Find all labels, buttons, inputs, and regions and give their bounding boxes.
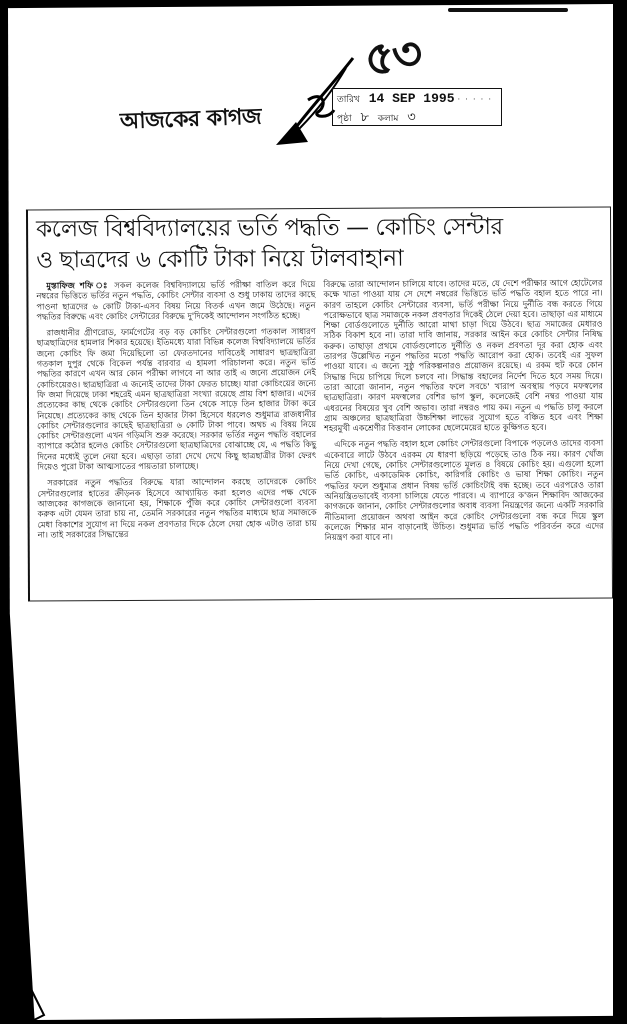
stamp-date-label: তারিখ (337, 95, 360, 105)
stamp-page-value: ৮ (360, 110, 369, 125)
article-byline: মুস্তাফিজ শফি ঃ (46, 280, 110, 291)
article-paragraph: বিরুদ্ধে তারা আন্দোলন চালিয়ে যাবে। তাদের মতে, যে দেশে পরীক্ষার আগে হোটেলের কক্ষে খাতা পাওয়া যায় সে দেশে নম্বরের ভিত্তিতে ভর্তি পদ্ধতি বহাল হতে পারে না। কারণ তাহলে কোচিং সেন্টারের ব্যবসা, ভর্তি পরীক্ষা নিয়ে দুর্নীতি বন্ধ করতে গিয়ে পরোক্ষভাবে ছাত্র সমাজকে নকল প্রবণতার দিকেই ঠেলে দেয়া হবে। তাছাড়া এর মাধ্যমে শিক্ষা বোর্ডগুলোতে দুর্নীতি আরো মাথা চাড়া দিয়ে উঠবে। ছাত্র সমাজের মেধারও সঠিক বিকাশ হবে না। তারা দাবি জানায়, সরকার আইন করে কোচিং সেন্টার নিষিদ্ধ করুক। তাছাড়া প্রথমে বোর্ডগুলোতে দুর্নীতি ও নকল প্রবণতা দূর করা হোক এবং তারপর উল্লেখিত নতুন পদ্ধতির মতো পদ্ধতি আরোপ করা হোক। তবেই এর সুফল পাওয়া যাবে। এ জন্যে সুষ্ঠু পরিকল্পনারও প্রয়োজন রয়েছে। এ রকম হুট করে কোন সিদ্ধান্ত দিয়ে চাপিয়ে দিলে চলবে না। সিদ্ধান্ত বহালের নির্দেশ দিতে হবে সময় দিয়ে। তারা আরো জানান, নতুন পদ্ধতির ফলে সবচে' খারাপ অবস্থায় পড়বে মফস্বলের ছাত্রছাত্রিরা। কারণ মফস্বলের বেশির ভাগ স্কুল, কলেজেই বেশি নম্বর পাওয়া যায় এধরনের বিষয়ের খুব বেশি অভাব। তারা নম্বরও পায় কম। নতুন এ পদ্ধতি চালু করলে গ্রাম অঞ্চলের ছাত্রছাত্রিরা উচ্চশিক্ষা লাভের সুযোগ হতে বঞ্চিত হবে এবং শিক্ষা শহরমুখী একশ্রেণীর বিত্তবান লোকের ছেলেমেয়ের হাতে কুক্ষিগত হবে। (323, 277, 604, 434)
stamp-page-label: পৃষ্ঠা (337, 114, 352, 124)
date-stamp (332, 88, 502, 126)
article-paragraph (36, 279, 315, 322)
newspaper-name: আজকের কাগজ (119, 103, 262, 135)
article-paragraph: রাজধানীর গ্রীণরোড, ফার্মগেটের বড় বড় কোচিং সেন্টারগুলো গতকাল সাধারণ ছাত্রছাত্রিদের হামলার শিকার হয়েছে। ইতিমধ্যে যারা বিভিন্ন কলেজ বিশ্ববিদ্যালয়ে ভর্তির জন্যে কোচিং ফি জমা দিয়েছিলো তা ফেরতদানের দাবিতেই সাধারণ ছাত্রছাত্রিরা গতকাল দুপুর থেকে বিকেল পর্যন্ত বারবার এ হামলা পরিচালনা করে। নতুন ভর্তি পদ্ধতির কারণে এখন আর কোন পরীক্ষা লাগবে না আর তাই এ জন্যে প্রয়োজন নেই কোচিংয়েরও। ছাত্রছাত্রিরা এ জন্যেই তাদের টাকা ফেরত চাচ্ছে। যারা কোচিংয়ের জন্যে ফি জমা দিয়েছে ঢাকা শহরেই এমন ছাত্রছাত্রিরা সংখ্যা রয়েছে প্রায় বিশ হাজার। এদের প্রত্যেকের কাছ থেকে কোচিং সেন্টারগুলো তিন থেকে সাড়ে তিন হাজার টাকা করে নিয়েছে। প্রত্যেকের কাছ থেকে তিন হাজার টাকা হিসেবে ধরলেও শুধুমাত্র রাজধানীর কোচিং সেন্টারগুলোর কাছেই ছাত্রছাত্রিরা ৬ কোটি টাকা পাবে। অথচ এ বিষয় নিয়ে কোচিং সেন্টারগুলো এখন গড়িমসি শুরু করেছে। সরকার ভর্তির নতুন পদ্ধতি বহালের ব্যাপারে কঠোর হলেও কোচিং সেন্টারগুলো ছাত্রছাত্রিদের বোঝাচ্ছে যে, এ পদ্ধতি কিছু দিনের মধ্যেই তুলে নেয়া হবে। এছাড়া তারা দেখে দেখে কিছু ছাত্রছাত্রীর টাকা ফেরৎ দিয়েও পুরো টাকা আত্মসাতের পায়তারা চালাচ্ছে। (36, 326, 317, 472)
stamp-date-value: 14 SEP 1995 (368, 91, 455, 106)
article-column-right (323, 278, 603, 549)
article-paragraph: এদিকে নতুন পদ্ধতি বহাল হলে কোচিং সেন্টারগুলো বিপাকে পড়লেও তাদের ব্যবসা একেবারে লাটে উঠবে এরকম যে ধারণা ছড়িয়ে পড়েছে তাও ঠিক নয়। কারণ খোঁজ নিয়ে দেখা গেছে, কোচিং সেন্টারগুলোতে মূলত ৪ বিষয়ে কোচিং হয়। এগুলো হলো ভর্তি কোচিং, একাডেমিক কোচিং, কারিগরি কোচিং ও ভাষা শিক্ষা কোচিং। নতুন পদ্ধতির ফলে শুধুমাত্র প্রধান বিষয় ভর্তি কোচিংটাই বন্ধ হচ্ছে। তবে এরপরেও তারা অনিয়ন্ত্রিতভাবেই ব্যবসা চালিয়ে যেতে পারবে। এ ব্যাপারে ক'জন শিক্ষাবিদ আজকের কাগজকে জানান, কোচিং সেন্টারগুলোর অবাধ ব্যবসা নিয়ন্ত্রণের জন্যে একটি সরকারি নীতিমালা প্রয়োজন অথবা আইন করে কোচিং সেন্টারগুলো বন্ধ করে দিয়ে স্কুল কলেজে শিক্ষার মান বাড়ানোই উচিত। শুধুমাত্র ভর্তি পদ্ধতি পরিবর্তন করে এদের নিয়ন্ত্রণ করা যাবে না। (324, 437, 604, 543)
article-headline (36, 212, 602, 277)
headline-line-1: কলেজ বিশ্ববিদ্যালয়ের ভর্তি পদ্ধতি — কোচিং সেন্টার (36, 214, 503, 243)
handwritten-number: ৫৩ (360, 25, 424, 87)
article-column-left (36, 279, 316, 550)
stamp-column-value: ৩ (407, 110, 416, 125)
stamp-column-label: কলাম (377, 114, 399, 124)
article-paragraph: সরকারের নতুন পদ্ধতির বিরুদ্ধে যারা আন্দোলন করছে তাদেরকে কোচিং সেন্টারগুলোর হাতের ক্রীড়নক হিসেবে আখ্যায়িত করা হলেও এদের পক্ষ থেকে আজকের কাগজকে জানানো হয়, শিক্ষাকে পুঁজি করে কোচিং সেন্টারগুলো ব্যবসা করুক এটা যেমন তারা চায় না, তেমনি সরকারের নতুন পদ্ধতির মাধ্যমে ছাত্র সমাজকে মেধা বিকাশের সুযোগ না দিয়ে নকল প্রবণতার দিকে ঠেলে দেয়া হোক এটাও তারা চায় না। তাই সরকারের সিদ্ধান্তের (37, 476, 317, 540)
article-body (28, 273, 611, 549)
newspaper-clipping (26, 206, 613, 601)
handwritten-mark (300, 88, 301, 89)
paragraph-text: সকল কলেজ বিশ্ববিদ্যালয়ে ভর্তি পরীক্ষা বাতিল করে দিয়ে নম্বরের ভিত্তিতে ভর্তির নতুন পদ্ধতি, কোচিং সেন্টার ব্যবসা ও শুধু ঢাকায় তাদের কাছে পাওনা ছাত্রদের ৬ কোটি টাকা-এসব বিষয় নিয়ে বিতর্ক এখন জমে উঠেছে। নতুন পদ্ধতির বিরুদ্ধে এবং কোচিং সেন্টারের বিরুদ্ধে দু'দিকেই আন্দোলন সংগঠিত হচ্ছে। (36, 279, 316, 322)
scan-smudge (448, 8, 568, 12)
pencil-mark (28, 985, 48, 1021)
headline-line-2: ও ছাত্রদের ৬ কোটি টাকা নিয়ে টালবাহানা (36, 245, 404, 274)
stamp-dots: · · · · · (457, 95, 493, 105)
